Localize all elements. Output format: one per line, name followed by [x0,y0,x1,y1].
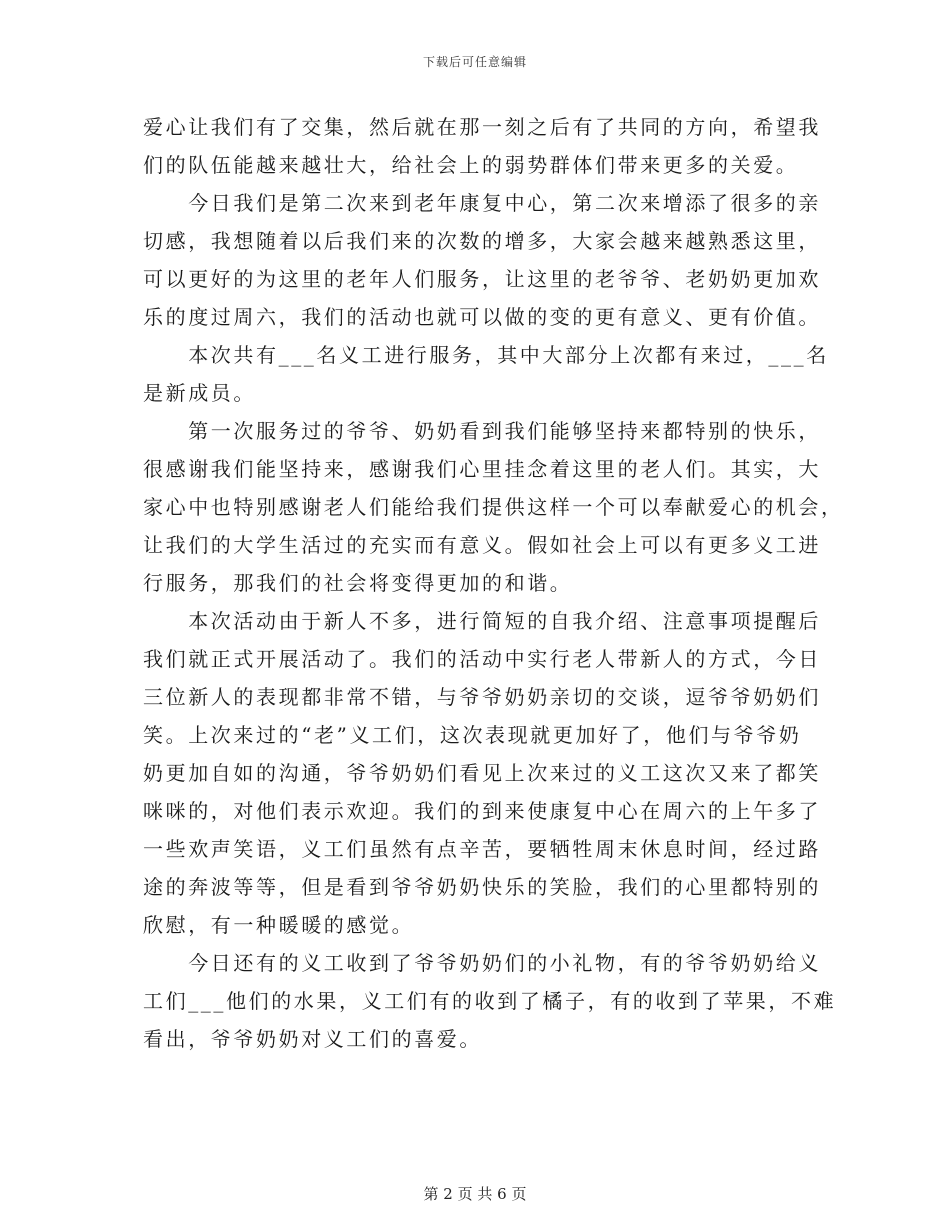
text-line: 咪咪的，对他们表示欢迎。我们的到来使康复中心在周六的上午多了 [143,799,821,823]
page-header: 下载后可任意编辑 [422,55,527,69]
text-line: 工们___他们的水果，义工们有的收到了橘子，有的收到了苹果，不难 [143,989,837,1013]
paragraph-3 [143,336,829,412]
paragraph-1 [143,108,821,184]
text-line: 可以更好的为这里的老年人们服务，让这里的老爷爷、老奶奶更加欢 [143,267,821,291]
paragraph-4 [143,412,844,602]
document-body [143,108,844,1058]
text-line: 是新成员。 [143,381,256,405]
text-line: 家心中也特别感谢老人们能给我们提供这样一个可以奉献爱心的机会， [143,495,844,519]
text-line: 本次共有___名义工进行服务，其中大部分上次都有来过，___名 [143,343,829,367]
text-line: 第一次服务过的爷爷、奶奶看到我们能够坚持来都特别的快乐， [143,419,821,443]
paragraph-6 [143,944,837,1058]
text-line: 欣慰，有一种暖暖的感觉。 [143,913,415,937]
text-line: 爱心让我们有了交集，然后就在那一刻之后有了共同的方向，希望我 [143,115,821,139]
text-line: 们的队伍能越来越壮大，给社会上的弱势群体们带来更多的关爱。 [143,153,799,177]
page-footer: 第 2 页 共 6 页 [423,1185,527,1203]
paragraph-5 [143,602,821,944]
text-line: 一些欢声笑语，义工们虽然有点辛苦，要牺牲周末休息时间，经过路 [143,837,821,861]
text-line: 行服务，那我们的社会将变得更加的和谐。 [143,571,573,595]
text-line: 我们就正式开展活动了。我们的活动中实行老人带新人的方式，今日 [143,647,821,671]
text-line: 笑。上次来过的“老”义工们，这次表现就更加好了，他们与爷爷奶 [143,723,802,747]
text-line: 本次活动由于新人不多，进行简短的自我介绍、注意事项提醒后 [143,609,821,633]
text-line: 今日还有的义工收到了爷爷奶奶们的小礼物，有的爷爷奶奶给义 [143,951,821,975]
text-line: 乐的度过周六，我们的活动也就可以做的变的更有意义、更有价值。 [143,305,821,329]
paragraph-2 [143,184,821,336]
text-line: 切感，我想随着以后我们来的次数的增多，大家会越来越熟悉这里， [143,229,821,253]
text-line: 今日我们是第二次来到老年康复中心，第二次来增添了很多的亲 [143,191,821,215]
text-line: 很感谢我们能坚持来，感谢我们心里挂念着这里的老人们。其实，大 [143,457,821,481]
text-line: 看出，爷爷奶奶对义工们的喜爱。 [143,1027,482,1051]
text-line: 奶更加自如的沟通，爷爷奶奶们看见上次来过的义工这次又来了都笑 [143,761,821,785]
text-line: 让我们的大学生活过的充实而有意义。假如社会上可以有更多义工进 [143,533,821,557]
text-line: 途的奔波等等，但是看到爷爷奶奶快乐的笑脸，我们的心里都特别的 [143,875,821,899]
text-line: 三位新人的表现都非常不错，与爷爷奶奶亲切的交谈，逗爷爷奶奶们 [143,685,821,709]
